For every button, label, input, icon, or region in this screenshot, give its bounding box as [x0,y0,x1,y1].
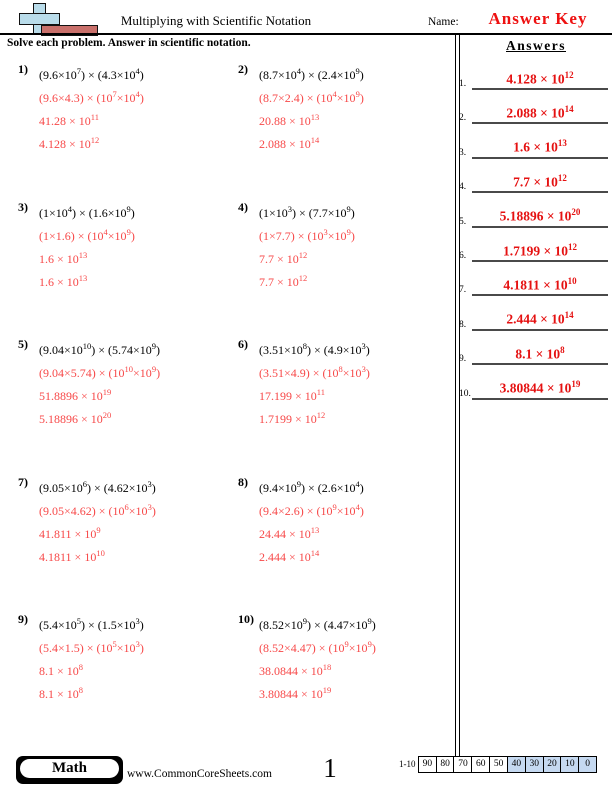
answer-key-text: Answer Key [488,9,588,28]
answer-row-4 [459,166,608,193]
problem-number: 7) [18,474,28,489]
problem-number: 4) [238,199,248,214]
work-line: $2.444 \times 10^{14}$ [259,547,320,564]
answer-number: 5. [459,216,467,227]
answer-row-1 [459,63,608,90]
score-box-40: 40 [507,756,526,773]
answer-value: $5.18896 \times 10^{20}$ [472,207,608,228]
score-box-80: 80 [436,756,455,773]
problem-7 [18,475,234,567]
problem-9 [18,612,234,704]
name-label: Name: [428,16,459,28]
work-line: $(9.4\times 2.6) \times (10^9\times 10^4)$ [259,501,364,518]
answer-number: 1. [459,79,467,89]
problem-expression-line [18,474,234,498]
problem-4 [238,200,454,292]
answer-row-8 [459,304,608,331]
work-line: $20.88 \times 10^{13}$ [259,112,320,128]
problem-number: 8) [238,474,248,489]
problem-expression-line [238,474,454,498]
problem-number: 6) [238,337,248,351]
answer-number: 4. [459,182,467,193]
problem-8 [238,475,454,567]
problem-expression: $(9.6\times 10^7) \times (4.3\times 10^4)$ [39,66,144,82]
answer-number: 7. [459,285,467,296]
problem-number: 5) [18,337,28,351]
problem-expression-line [238,337,454,360]
work-line: $(9.6\times 4.3) \times (10^7\times 10^4)$ [39,89,144,105]
answer-value: $4.1811 \times 10^{10}$ [472,276,608,297]
score-box-70: 70 [453,756,472,773]
answer-row-2 [459,97,608,124]
problem-expression-line [18,337,234,360]
problem-5 [18,337,234,429]
score-box-60: 60 [471,756,490,773]
problem-expression-line [238,199,454,223]
answer-number: 10. [459,388,471,399]
problem-expression: $(5.4\times 10^5) \times (1.5\times 10^3)$ [39,616,144,632]
answer-value: $1.6 \times 10^{13}$ [472,138,608,159]
instructions-text: Solve each problem. Answer in scientific notation. [7,37,251,49]
problem-2 [238,62,454,154]
work-line: $(8.52\times 4.47) \times (10^9\times 10^9)$ [259,639,376,655]
answer-value: $3.80844 \times 10^{19}$ [472,379,608,400]
work-line: $(3.51\times 4.9) \times (10^8\times 10^3)$ [259,364,370,380]
website-url: www.CommonCoreSheets.com [127,768,272,780]
answer-value: $2.444 \times 10^{14}$ [472,310,608,331]
answers-heading: Answers [506,38,566,53]
answer-number: 8. [459,319,467,330]
work-line: $1.6 \times 10^{13}$ [39,249,88,266]
work-line: $24.44 \times 10^{13}$ [259,524,320,541]
subject-badge [16,756,123,784]
work-line: $4.1811 \times 10^{10}$ [39,547,105,564]
answer-row-9 [459,338,608,365]
work-line: $(8.7\times 2.4) \times (10^4\times 10^9)$ [259,89,364,105]
work-line: $51.8896 \times 10^{19}$ [39,387,112,403]
problem-expression: $(1\times 10^4) \times (1.6\times 10^9)$ [39,203,135,220]
answer-number: 2. [459,113,467,124]
work-line: $1.7199 \times 10^{12}$ [259,410,326,426]
work-line: $8.1 \times 10^8$ [39,662,84,678]
answer-number: 3. [459,147,467,158]
problem-10 [238,612,454,704]
work-line: $8.1 \times 10^8$ [39,685,84,701]
answer-value: $8.1 \times 10^8$ [472,345,608,366]
problem-number: 3) [18,199,28,214]
work-line: $7.7 \times 10^{12}$ [259,249,308,266]
answer-value: $7.7 \times 10^{12}$ [472,173,608,194]
problem-expression: $(9.05\times 10^6) \times (4.62\times 10^3)$ [39,478,156,495]
problem-expression: $(1\times 10^3) \times (7.7\times 10^9)$ [259,203,355,220]
problem-6 [238,337,454,429]
problem-expression: $(3.51\times 10^8) \times (4.9\times 10^3)$ [259,341,370,357]
answer-row-7 [459,269,608,296]
problem-expression: $(8.7\times 10^4) \times (2.4\times 10^9)$ [259,66,364,82]
answer-value: $1.7199 \times 10^{12}$ [472,242,608,263]
work-line: $7.7 \times 10^{12}$ [259,272,308,289]
work-line: $2.088 \times 10^{14}$ [259,135,320,151]
work-line: $17.199 \times 10^{11}$ [259,387,325,403]
work-line: $(9.05\times 4.62) \times (10^6\times 10^3)$ [39,501,156,518]
problem-expression: $(9.04\times 10^{10}) \times (5.74\times 10^9)$ [39,341,161,357]
work-line: $(9.04\times 5.74) \times (10^{10}\times 10^9)$ [39,364,161,380]
answer-row-5 [459,201,608,228]
problem-1 [18,62,234,154]
problem-expression-line [238,612,454,635]
subject-badge-label: Math [20,759,119,778]
page-number: 1 [323,753,337,783]
answer-number: 6. [459,251,467,261]
problem-expression-line [238,62,454,85]
score-box-20: 20 [543,756,562,773]
problem-number: 1) [18,62,28,76]
score-range-label: 1-10 [399,759,416,769]
work-line: $(1\times 1.6) \times (10^4\times 10^9)$ [39,226,135,243]
answer-value: $2.088 \times 10^{14}$ [472,104,608,125]
work-line: $5.18896 \times 10^{20}$ [39,410,112,426]
work-line: $(5.4\times 1.5) \times (10^5\times 10^3)$ [39,639,144,655]
answer-row-6 [459,235,608,262]
score-box-90: 90 [418,756,437,773]
problem-expression: $(8.52\times 10^9) \times (4.47\times 10^9)$ [259,616,376,632]
worksheet-title: Multiplying with Scientific Notation [120,13,312,28]
answer-row-3 [459,132,608,159]
header-rule [0,33,612,35]
problem-number: 2) [238,62,248,76]
score-box-10: 10 [560,756,579,773]
score-box-50: 50 [489,756,508,773]
score-box-0: 0 [578,756,597,773]
problem-number: 10) [238,612,254,626]
problem-expression: $(9.4\times 10^9) \times (2.6\times 10^4)$ [259,478,364,495]
answer-value: $4.128 \times 10^{12}$ [472,70,608,91]
work-line: $38.0844 \times 10^{18}$ [259,662,332,678]
problem-expression-line [18,62,234,85]
score-box-30: 30 [525,756,544,773]
problem-expression-line [18,199,234,223]
problem-number: 9) [18,612,28,626]
work-line: $41.811 \times 10^9$ [39,524,101,541]
answer-number: 9. [459,354,467,365]
work-line: $41.28 \times 10^{11}$ [39,112,99,128]
answer-row-10 [459,373,608,400]
problem-expression-line [18,612,234,635]
work-line: $1.6 \times 10^{13}$ [39,272,88,289]
work-line: $4.128 \times 10^{12}$ [39,135,100,151]
work-line: $(1\times 7.7) \times (10^3\times 10^9)$ [259,226,355,243]
problem-3 [18,200,234,292]
score-grid [419,756,597,773]
work-line: $3.80844 \times 10^{19}$ [259,685,332,701]
